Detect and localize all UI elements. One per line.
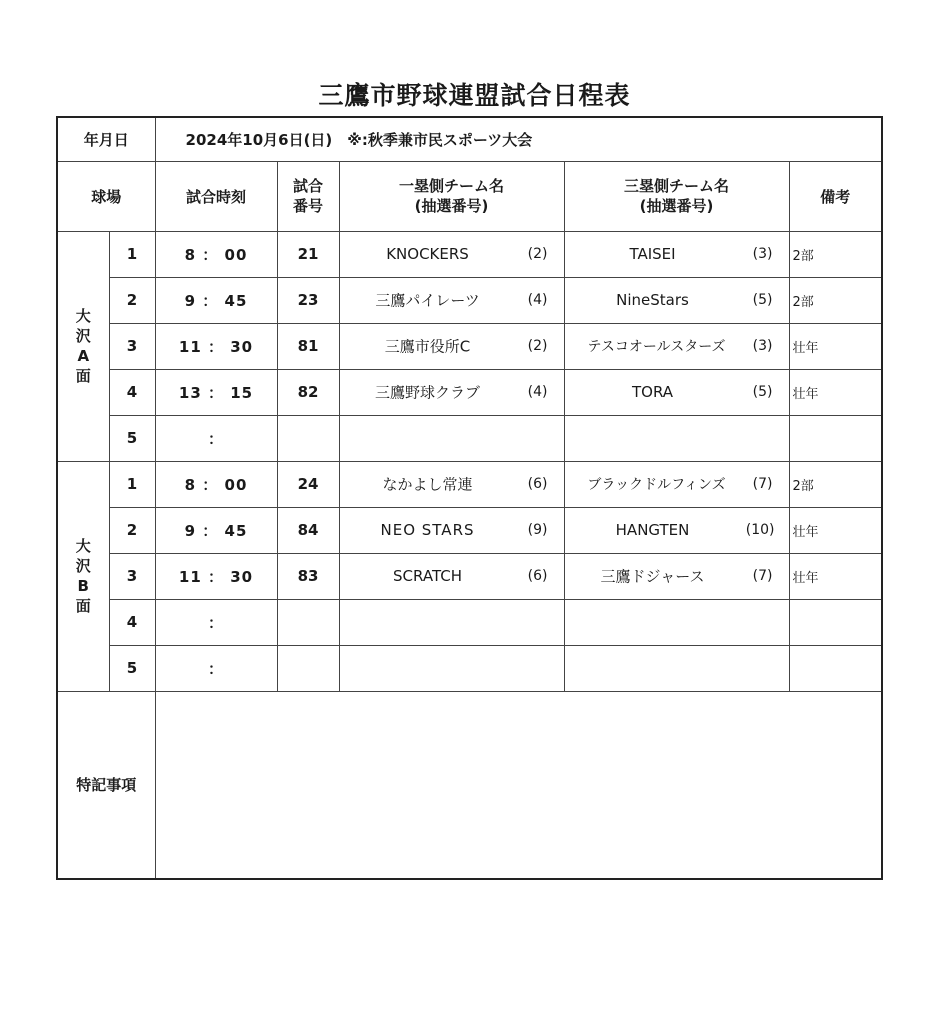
schedule-table xyxy=(56,116,883,880)
match-number: 24 xyxy=(277,461,339,507)
match-number: 21 xyxy=(277,231,339,277)
table-row xyxy=(57,507,882,553)
table-row xyxy=(57,323,882,369)
third-base-team: NineStars (5) xyxy=(564,277,789,323)
table-row xyxy=(57,599,882,645)
first-base-team xyxy=(339,599,564,645)
first-base-team xyxy=(339,415,564,461)
remarks-cell: 壮年 xyxy=(789,369,882,415)
third-base-team: ブラックドルフィンズ (7) xyxy=(564,461,789,507)
match-number: 82 xyxy=(277,369,339,415)
table-row xyxy=(57,645,882,691)
match-no-header-line2: 番号 xyxy=(293,197,324,215)
third-base-team xyxy=(564,599,789,645)
first-base-team xyxy=(339,645,564,691)
match-time: 11 ： 30 xyxy=(155,323,277,369)
match-time: ： xyxy=(155,415,277,461)
first-base-team: 三鷹市役所C (2) xyxy=(339,323,564,369)
match-time: ： xyxy=(155,599,277,645)
third-base-team-header-line1: 三塁側チーム名 xyxy=(624,177,730,195)
date-label: 年月日 xyxy=(57,117,155,161)
match-time: 8 ： 00 xyxy=(155,461,277,507)
third-base-team: テスコオールスターズ (3) xyxy=(564,323,789,369)
remarks-header: 備考 xyxy=(789,161,882,231)
row-number: 2 xyxy=(109,277,155,323)
match-time: 9 ： 45 xyxy=(155,277,277,323)
remarks-cell xyxy=(789,415,882,461)
table-row xyxy=(57,277,882,323)
remarks-cell: 2部 xyxy=(789,461,882,507)
venue-a-label: 大 沢 A 面 xyxy=(57,231,109,461)
first-base-team: NEO STARS (9) xyxy=(339,507,564,553)
remarks-cell: 2部 xyxy=(789,277,882,323)
match-no-header xyxy=(277,161,339,231)
table-row xyxy=(57,415,882,461)
header-row xyxy=(57,161,882,231)
match-number xyxy=(277,415,339,461)
row-number: 3 xyxy=(109,553,155,599)
special-notes-field xyxy=(155,691,882,879)
third-base-team-header xyxy=(564,161,789,231)
remarks-cell: 壮年 xyxy=(789,323,882,369)
remarks-cell: 壮年 xyxy=(789,553,882,599)
special-notes-label: 特記事項 xyxy=(57,691,155,879)
match-number xyxy=(277,645,339,691)
third-base-team-header-line2: (抽選番号) xyxy=(639,197,714,215)
third-base-team: TORA (5) xyxy=(564,369,789,415)
table-row xyxy=(57,369,882,415)
match-time: ： xyxy=(155,645,277,691)
row-number: 5 xyxy=(109,645,155,691)
first-base-team-header xyxy=(339,161,564,231)
table-row xyxy=(57,461,882,507)
remarks-cell: 壮年 xyxy=(789,507,882,553)
row-number: 5 xyxy=(109,415,155,461)
match-time: 9 ： 45 xyxy=(155,507,277,553)
third-base-team xyxy=(564,645,789,691)
third-base-team: 三鷹ドジャース (7) xyxy=(564,553,789,599)
venue-b-label: 大 沢 B 面 xyxy=(57,461,109,691)
match-time: 8 ： 00 xyxy=(155,231,277,277)
match-number: 84 xyxy=(277,507,339,553)
row-number: 2 xyxy=(109,507,155,553)
third-base-team: TAISEI (3) xyxy=(564,231,789,277)
first-base-team-header-line1: 一塁側チーム名 xyxy=(399,177,505,195)
first-base-team: SCRATCH (6) xyxy=(339,553,564,599)
first-base-team: なかよし常連 (6) xyxy=(339,461,564,507)
first-base-team: 三鷹野球クラブ (4) xyxy=(339,369,564,415)
match-time: 11 ： 30 xyxy=(155,553,277,599)
remarks-cell xyxy=(789,599,882,645)
remarks-cell xyxy=(789,645,882,691)
row-number: 3 xyxy=(109,323,155,369)
match-number: 83 xyxy=(277,553,339,599)
table-row xyxy=(57,231,882,277)
first-base-team: KNOCKERS (2) xyxy=(339,231,564,277)
row-number: 1 xyxy=(109,461,155,507)
time-header: 試合時刻 xyxy=(155,161,277,231)
first-base-team: 三鷹パイレーツ (4) xyxy=(339,277,564,323)
page-title: 三鷹市野球連盟試合日程表 xyxy=(318,81,631,110)
match-time: 13 ： 15 xyxy=(155,369,277,415)
match-no-header-line1: 試合 xyxy=(293,177,324,195)
match-number xyxy=(277,599,339,645)
first-base-team-header-line2: (抽選番号) xyxy=(414,197,489,215)
row-number: 4 xyxy=(109,369,155,415)
table-row xyxy=(57,553,882,599)
match-number: 81 xyxy=(277,323,339,369)
field-header: 球場 xyxy=(57,161,155,231)
third-base-team xyxy=(564,415,789,461)
third-base-team: HANGTEN (10) xyxy=(564,507,789,553)
match-number: 23 xyxy=(277,277,339,323)
special-notes-row xyxy=(57,691,882,879)
row-number: 1 xyxy=(109,231,155,277)
date-value: 2024年10月6日(日) ※:秋季兼市民スポーツ大会 xyxy=(155,117,882,161)
remarks-cell: 2部 xyxy=(789,231,882,277)
row-number: 4 xyxy=(109,599,155,645)
date-row xyxy=(57,117,882,161)
